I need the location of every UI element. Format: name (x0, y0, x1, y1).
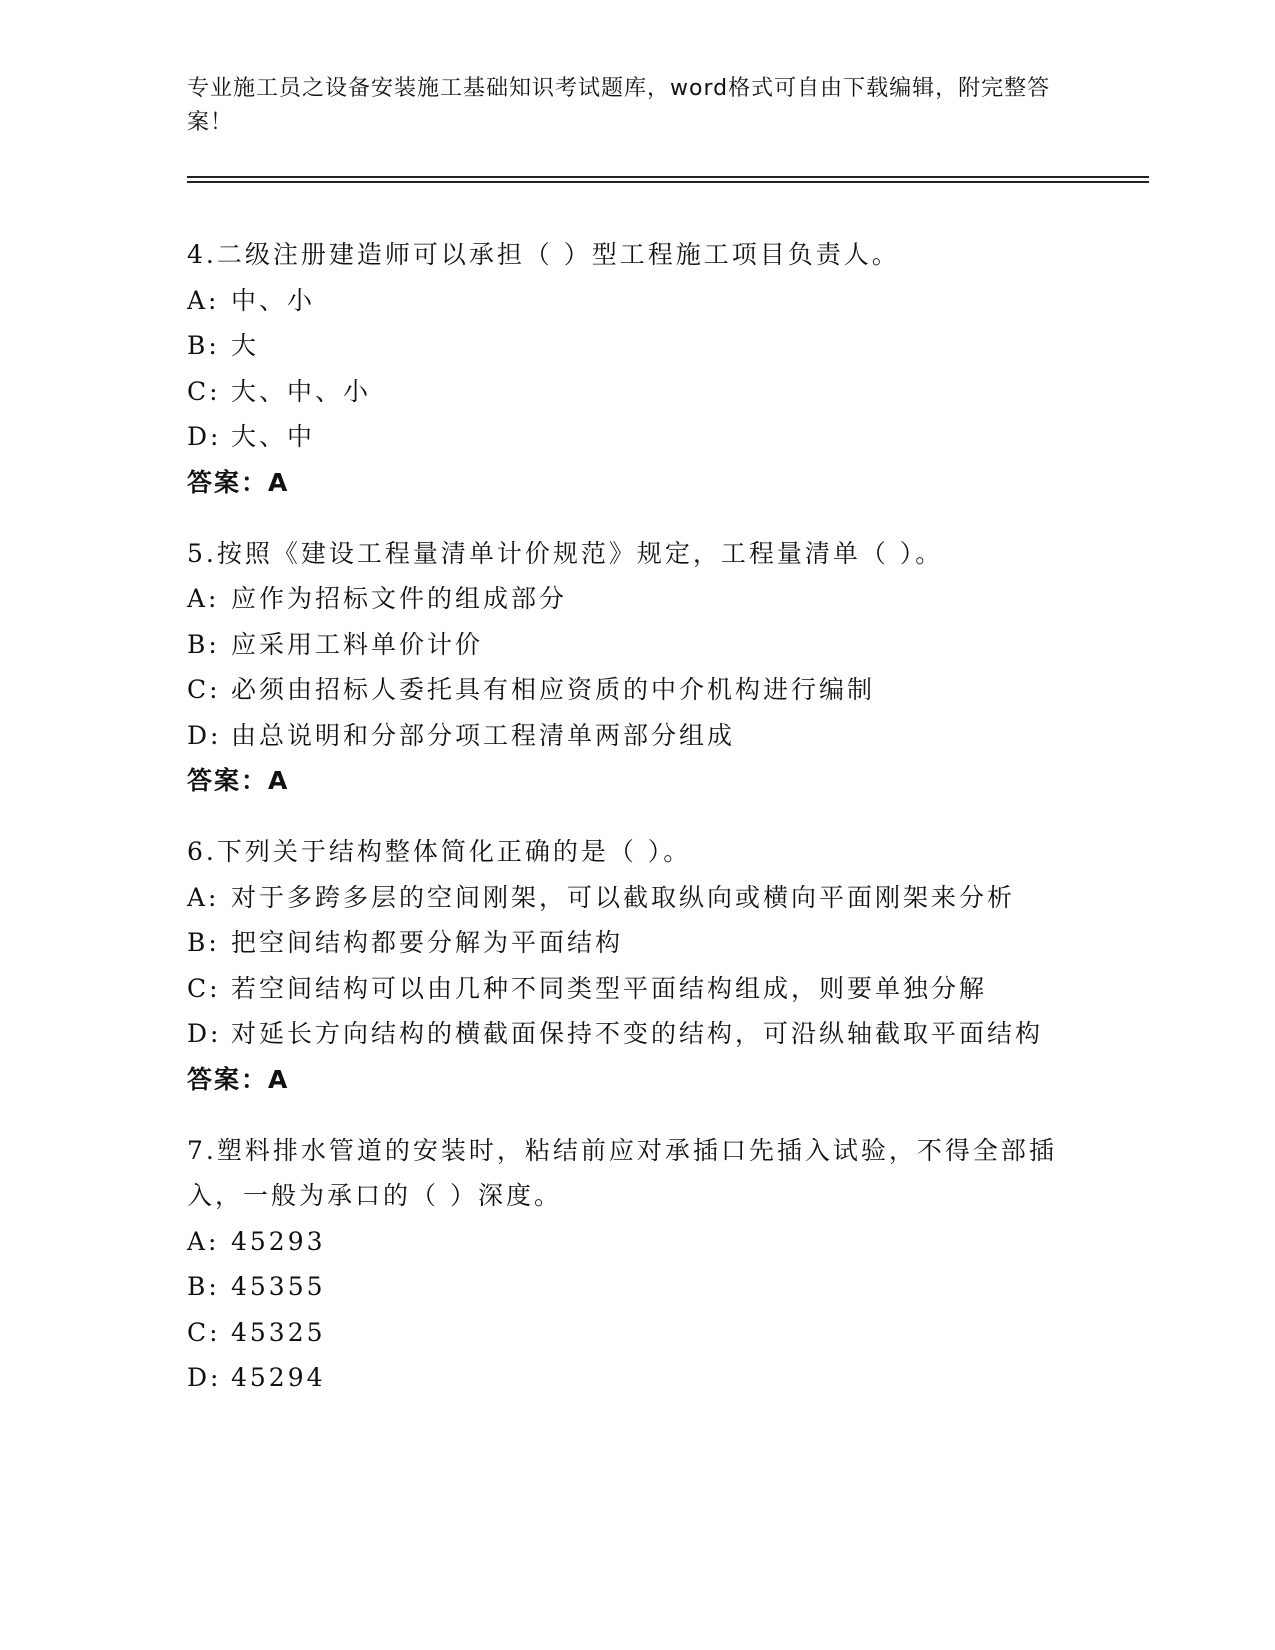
option-key: B: (187, 928, 220, 957)
answer-option (187, 369, 1087, 415)
header-divider-bottom (187, 181, 1149, 183)
answer-option (187, 875, 1087, 921)
answer-option (187, 1310, 1087, 1356)
answer-line: 答案：A (187, 1064, 290, 1094)
option-text: 45355 (231, 1272, 326, 1301)
answer-option (187, 966, 1087, 1012)
answer-option (187, 1264, 1087, 1310)
answer-option (187, 414, 1087, 460)
option-key: D: (187, 720, 222, 750)
question-list (187, 232, 1087, 1427)
option-key: A: (187, 882, 220, 912)
question-block (187, 829, 1087, 1102)
answer-option (187, 1219, 1087, 1265)
question-block (187, 1128, 1087, 1401)
option-key: A: (187, 584, 220, 613)
answer-option (187, 713, 1087, 759)
header-divider-top (187, 176, 1149, 178)
option-text: 对于多跨多层的空间刚架，可以截取纵向或横向平面刚架来分析 (231, 882, 1016, 912)
option-key: B: (187, 629, 220, 659)
answer-option (187, 323, 1087, 369)
question-stem: 6.下列关于结构整体简化正确的是（ ）。 (187, 837, 692, 866)
answer-option (187, 622, 1087, 668)
question-stem: 7.塑料排水管道的安装时，粘结前应对承插口先插入试验，不得全部插入，一般为承口的（ ）深度。 (187, 1135, 1057, 1210)
option-text: 对延长方向结构的横截面保持不变的结构，可沿纵轴截取平面结构 (231, 1019, 1044, 1048)
question-block (187, 232, 1087, 505)
option-text: 由总说明和分部分项工程清单两部分组成 (231, 720, 736, 750)
answer-option (187, 667, 1087, 713)
option-text: 中、小 (231, 285, 316, 315)
answer-line: 答案：A (187, 766, 290, 795)
option-text: 把空间结构都要分解为平面结构 (231, 928, 624, 957)
option-text: 45293 (231, 1226, 326, 1256)
document-header: 专业施工员之设备安装施工基础知识考试题库，word格式可自由下载编辑，附完整答案！ (187, 76, 1051, 135)
option-key: D: (187, 1363, 222, 1392)
answer-option (187, 1011, 1087, 1057)
option-key: A: (187, 1226, 220, 1256)
option-key: C: (187, 376, 221, 406)
question-stem: 4.二级注册建造师可以承担（ ）型工程施工项目负责人。 (187, 240, 900, 269)
option-key: C: (187, 675, 221, 704)
option-key: D: (187, 422, 222, 451)
option-text: 应采用工料单价计价 (231, 629, 484, 659)
answer-option (187, 920, 1087, 966)
option-text: 应作为招标文件的组成部分 (231, 584, 568, 613)
answer-option (187, 278, 1087, 324)
option-key: D: (187, 1019, 222, 1048)
option-key: B: (187, 331, 220, 360)
option-text: 45294 (231, 1363, 326, 1392)
question-block (187, 531, 1087, 804)
option-text: 大、中、小 (231, 376, 372, 406)
question-stem: 5.按照《建设工程量清单计价规范》规定，工程量清单（ ）。 (187, 538, 944, 568)
option-key: B: (187, 1272, 220, 1301)
answer-option (187, 576, 1087, 622)
option-key: A: (187, 285, 220, 315)
option-key: C: (187, 1317, 221, 1347)
option-text: 45325 (231, 1317, 326, 1347)
option-text: 必须由招标人委托具有相应资质的中介机构进行编制 (231, 675, 876, 704)
answer-line: 答案：A (187, 467, 290, 497)
option-text: 大、中 (231, 422, 316, 451)
option-text: 大 (231, 331, 260, 360)
option-text: 若空间结构可以由几种不同类型平面结构组成，则要单独分解 (231, 973, 988, 1003)
option-key: C: (187, 973, 221, 1003)
answer-option (187, 1355, 1087, 1401)
